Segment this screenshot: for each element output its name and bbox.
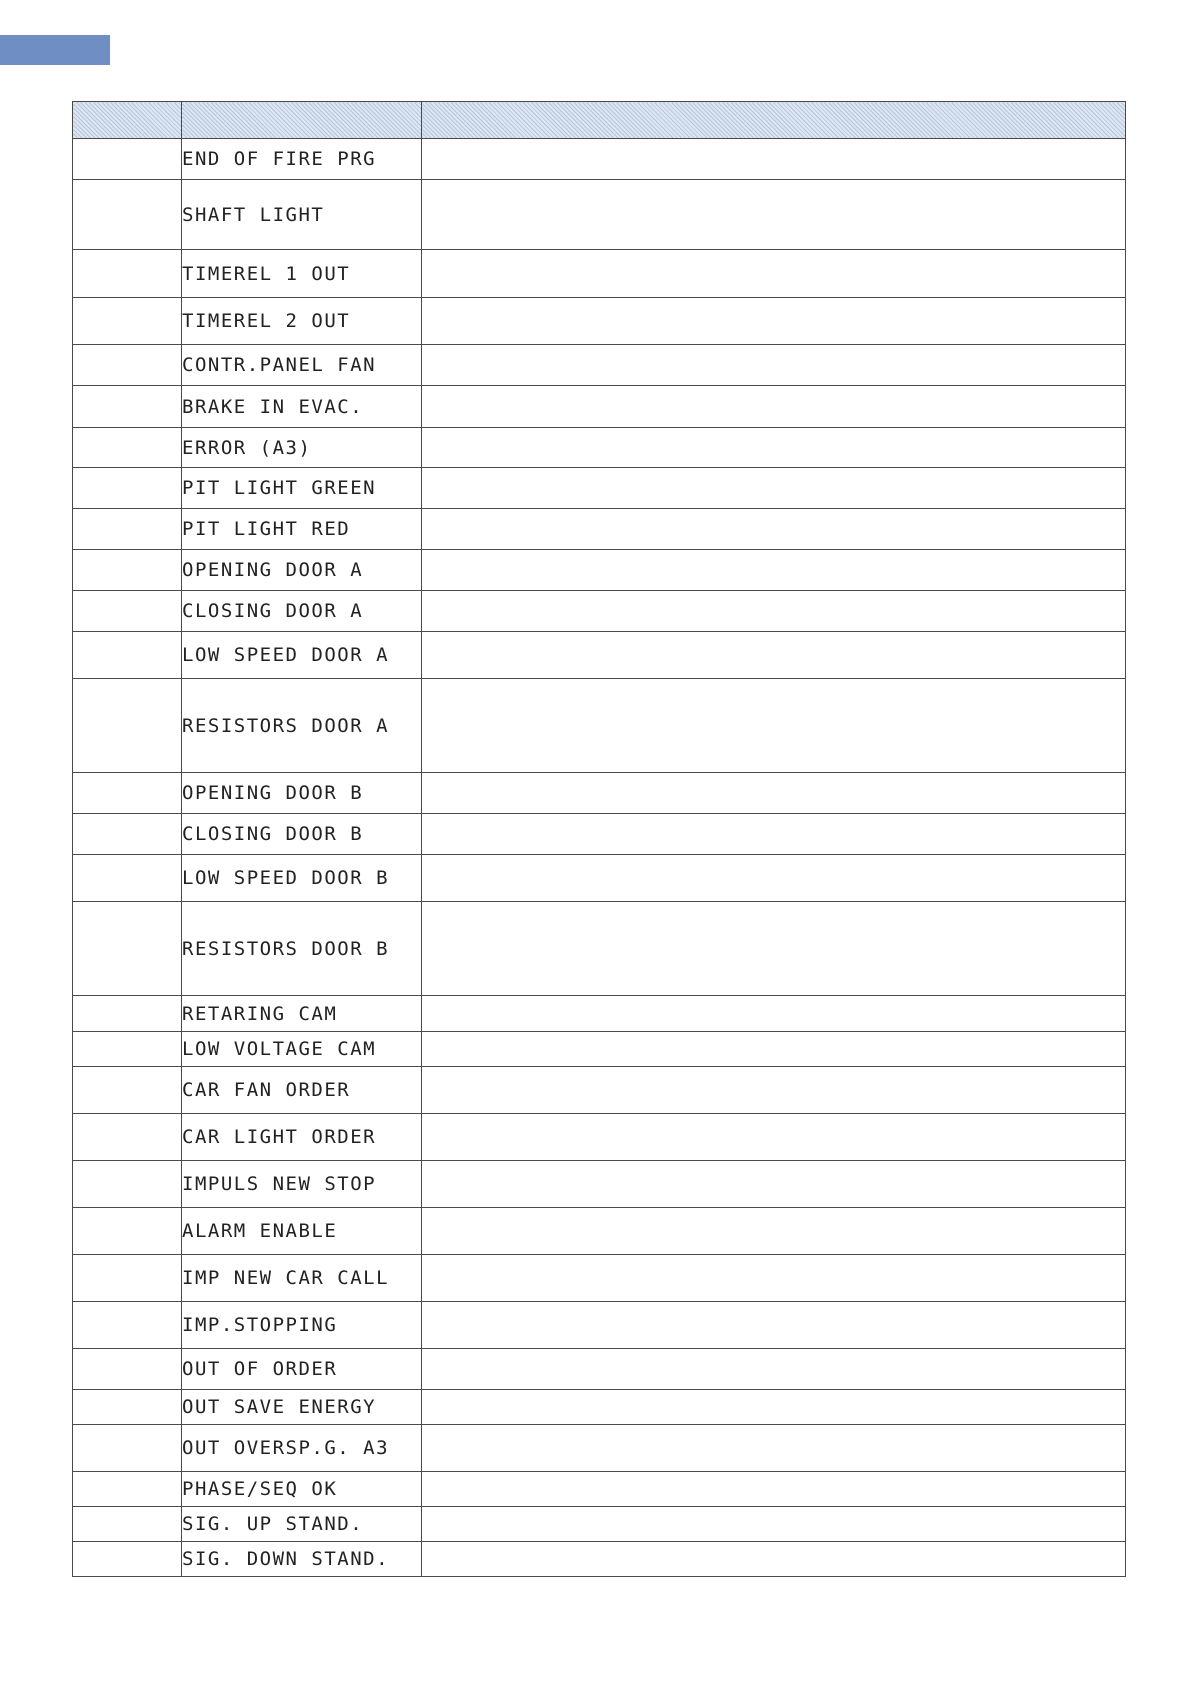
signal-name: ERROR (A3): [182, 428, 422, 468]
signal-name: TIMEREL 1 OUT: [182, 250, 422, 298]
header-row: [73, 102, 1126, 139]
signal-name: CLOSING DOOR A: [182, 591, 422, 632]
signal-name: OUT OVERSP.G. A3: [182, 1425, 422, 1472]
table-row: [73, 550, 1126, 591]
signal-name: OPENING DOOR B: [182, 773, 422, 814]
table-row: [73, 345, 1126, 386]
signal-name: OPENING DOOR A: [182, 550, 422, 591]
corner-tab: [0, 35, 110, 65]
signal-name: LOW SPEED DOOR A: [182, 632, 422, 679]
table-row: [73, 773, 1126, 814]
signal-name: CLOSING DOOR B: [182, 814, 422, 855]
signal-name: ALARM ENABLE: [182, 1208, 422, 1255]
signal-name: SIG. UP STAND.: [182, 1507, 422, 1542]
signal-name: SHAFT LIGHT: [182, 180, 422, 250]
signal-name: TIMEREL 2 OUT: [182, 298, 422, 345]
table-row: [73, 180, 1126, 250]
table-row: [73, 679, 1126, 773]
table-row: [73, 1507, 1126, 1542]
table-row: [73, 1542, 1126, 1577]
header-cell-1: [73, 102, 182, 139]
table-row: [73, 591, 1126, 632]
table-row: [73, 139, 1126, 180]
signal-name: END OF FIRE PRG: [182, 139, 422, 180]
signal-name: PIT LIGHT RED: [182, 509, 422, 550]
table-row: [73, 386, 1126, 428]
signal-name: SIG. DOWN STAND.: [182, 1542, 422, 1577]
table-row: [73, 902, 1126, 996]
header-cell-3: [422, 102, 1126, 139]
signal-name: LOW SPEED DOOR B: [182, 855, 422, 902]
signal-name: CAR FAN ORDER: [182, 1067, 422, 1114]
signal-name: IMP.STOPPING: [182, 1302, 422, 1349]
table-row: [73, 814, 1126, 855]
signal-name: RESISTORS DOOR A: [182, 679, 422, 773]
table-row: [73, 1425, 1126, 1472]
signal-name: RETARING CAM: [182, 996, 422, 1032]
signal-name: CAR LIGHT ORDER: [182, 1114, 422, 1161]
signal-name: PIT LIGHT GREEN: [182, 468, 422, 509]
table-row: [73, 428, 1126, 468]
signal-name: BRAKE IN EVAC.: [182, 386, 422, 428]
signal-name: LOW VOLTAGE CAM: [182, 1032, 422, 1067]
table-row: [73, 1032, 1126, 1067]
table-row: [73, 468, 1126, 509]
signal-name: OUT OF ORDER: [182, 1349, 422, 1390]
table-row: [73, 298, 1126, 345]
table-row: [73, 1390, 1126, 1425]
signal-name: CONTR.PANEL FAN: [182, 345, 422, 386]
table-row: [73, 250, 1126, 298]
table-row: [73, 1161, 1126, 1208]
signal-name: RESISTORS DOOR B: [182, 902, 422, 996]
table-row: [73, 509, 1126, 550]
table-row: [73, 1208, 1126, 1255]
signal-name: PHASE/SEQ OK: [182, 1472, 422, 1507]
table-row: [73, 1302, 1126, 1349]
signal-name: OUT SAVE ENERGY: [182, 1390, 422, 1425]
table-row: [73, 996, 1126, 1032]
table-row: [73, 632, 1126, 679]
table-row: [73, 1067, 1126, 1114]
table-row: [73, 1114, 1126, 1161]
signals-table: [72, 101, 1126, 1577]
signal-name: IMPULS NEW STOP: [182, 1161, 422, 1208]
table-row: [73, 1349, 1126, 1390]
table-row: [73, 1255, 1126, 1302]
table-row: [73, 1472, 1126, 1507]
table-row: [73, 855, 1126, 902]
header-cell-2: [182, 102, 422, 139]
signal-name: IMP NEW CAR CALL: [182, 1255, 422, 1302]
